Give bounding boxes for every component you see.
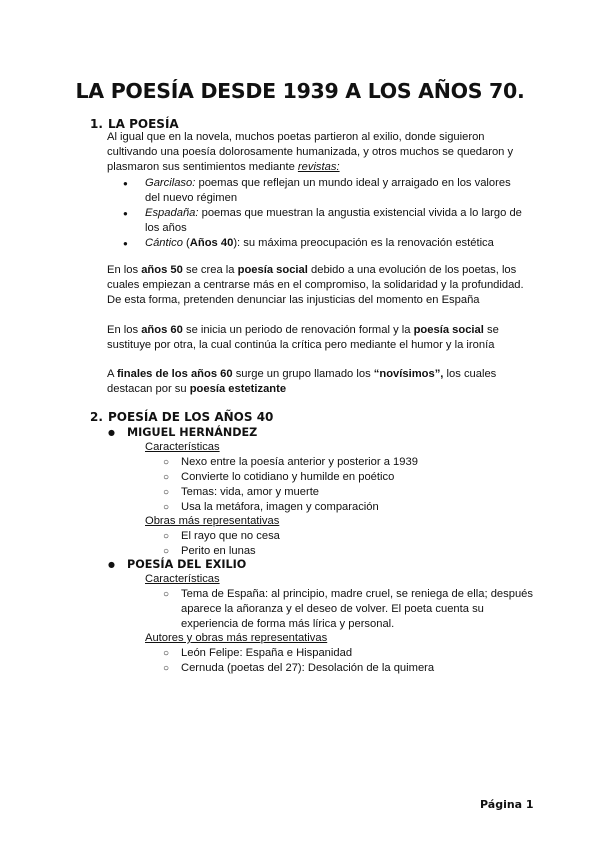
bold-text: años 50 (141, 264, 183, 276)
page-title: LA POESÍA DESDE 1939 A LOS AÑOS 70. (75, 79, 525, 103)
section-2-number: 2. (90, 410, 103, 424)
revista-name: Garcilaso: (145, 177, 196, 189)
revista-desc: poemas que reflejan un mundo ideal y arraigado en los valores del nuevo régimen (145, 177, 511, 204)
list-item: ● Cántico (Años 40): su máxima preocupación es la renovación estética (107, 236, 527, 251)
text: debido a una evolución de los poetas, los cuales empiezan a centrarse más en el compromiso, la solidaridad y la profundidad. De esta forma, pretenden denunciar las injusticias del momento en España (107, 264, 524, 306)
text: En los (107, 324, 142, 336)
list-item (107, 206, 527, 236)
bold-text: años 60 (141, 324, 183, 336)
paragraph-anos-50 (107, 263, 527, 308)
section-1-title: LA POESÍA (108, 117, 179, 131)
exilio-works-label: Autores y obras más representativas (145, 632, 328, 644)
miguel-characteristics-label: Características (145, 441, 220, 453)
text: se inicia un periodo de renovación formal y la (182, 324, 414, 336)
miguel-works-label: Obras más representativas (145, 515, 280, 527)
list-item: ○ Nexo entre la poesía anterior y posterior a 1939 (145, 455, 535, 470)
revista-desc: : su máxima preocupación es la renovación estética (237, 237, 494, 249)
page-number: Página 1 (480, 798, 534, 811)
section-1-number: 1. (90, 117, 103, 131)
text: surge un grupo llamado los (232, 368, 374, 380)
list-item: ○ Perito en lunas (145, 544, 535, 559)
exilio-characteristics-label: Características (145, 573, 220, 585)
exilio-characteristics-list (145, 587, 535, 632)
section-2-title: POESÍA DE LOS AÑOS 40 (108, 410, 274, 424)
intro-text: Al igual que en la novela, muchos poetas partieron al exilio, donde siguieron cultivando una poesía dolorosamente humanizada, y otros muchos se quedaron y plasmaron sus sentimientos mediante (107, 131, 514, 173)
list-item: ○ Usa la metáfora, imagen y comparación (145, 500, 535, 515)
list-item: ○ Cernuda (poetas del 27): Desolación de la quimera (145, 661, 535, 676)
bold-text: poesía social (237, 264, 308, 276)
revistas-list (107, 176, 527, 251)
poesia-exilio-heading: ● POESÍA DEL EXILIO (127, 557, 246, 572)
revista-name: Cántico (145, 237, 183, 249)
revista-desc: poemas que muestran la angustia existencial vivida a lo largo de los años (145, 207, 522, 234)
text: A (107, 368, 117, 380)
list-item: ○ Temas: vida, amor y muerte (145, 485, 535, 500)
miguel-characteristics-list (145, 455, 535, 515)
miguel-works-list (145, 529, 535, 559)
text: los cuales destacan por su (107, 368, 497, 395)
list-item (107, 176, 527, 206)
bold-text: poesía social (413, 324, 484, 336)
list-item: ○ El rayo que no cesa (145, 529, 535, 544)
bold-text: poesía estetizante (189, 383, 287, 395)
intro-revistas: revistas: (297, 161, 340, 173)
bold-text: “novísimos”, (373, 368, 444, 380)
list-item: ○ Tema de España: al principio, madre cruel, se reniega de ella; después aparece la añoranza y el deseo de volver. El poeta cuenta su experiencia de forma más lírica y personal. (145, 587, 535, 632)
bold-text: finales de los años 60 (116, 368, 233, 380)
text: se sustituye por otra, la cual continúa la crítica pero mediante el humor y la ironía (107, 324, 499, 351)
exilio-works-list (145, 646, 535, 676)
list-item: ○ Convierte lo cotidiano y humilde en poético (145, 470, 535, 485)
text: se crea la (182, 264, 238, 276)
section-2-heading (90, 409, 273, 425)
paragraph-anos-60 (107, 323, 527, 353)
miguel-hernandez-heading: ● MIGUEL HERNÁNDEZ (127, 425, 257, 440)
paragraph-novisimos (107, 367, 527, 397)
text: En los (107, 264, 142, 276)
revista-decade: Años 40 (189, 237, 234, 249)
section-1-intro (107, 130, 527, 175)
list-item: ○ León Felipe: España e Hispanidad (145, 646, 535, 661)
revista-name: Espadaña: (145, 207, 199, 219)
